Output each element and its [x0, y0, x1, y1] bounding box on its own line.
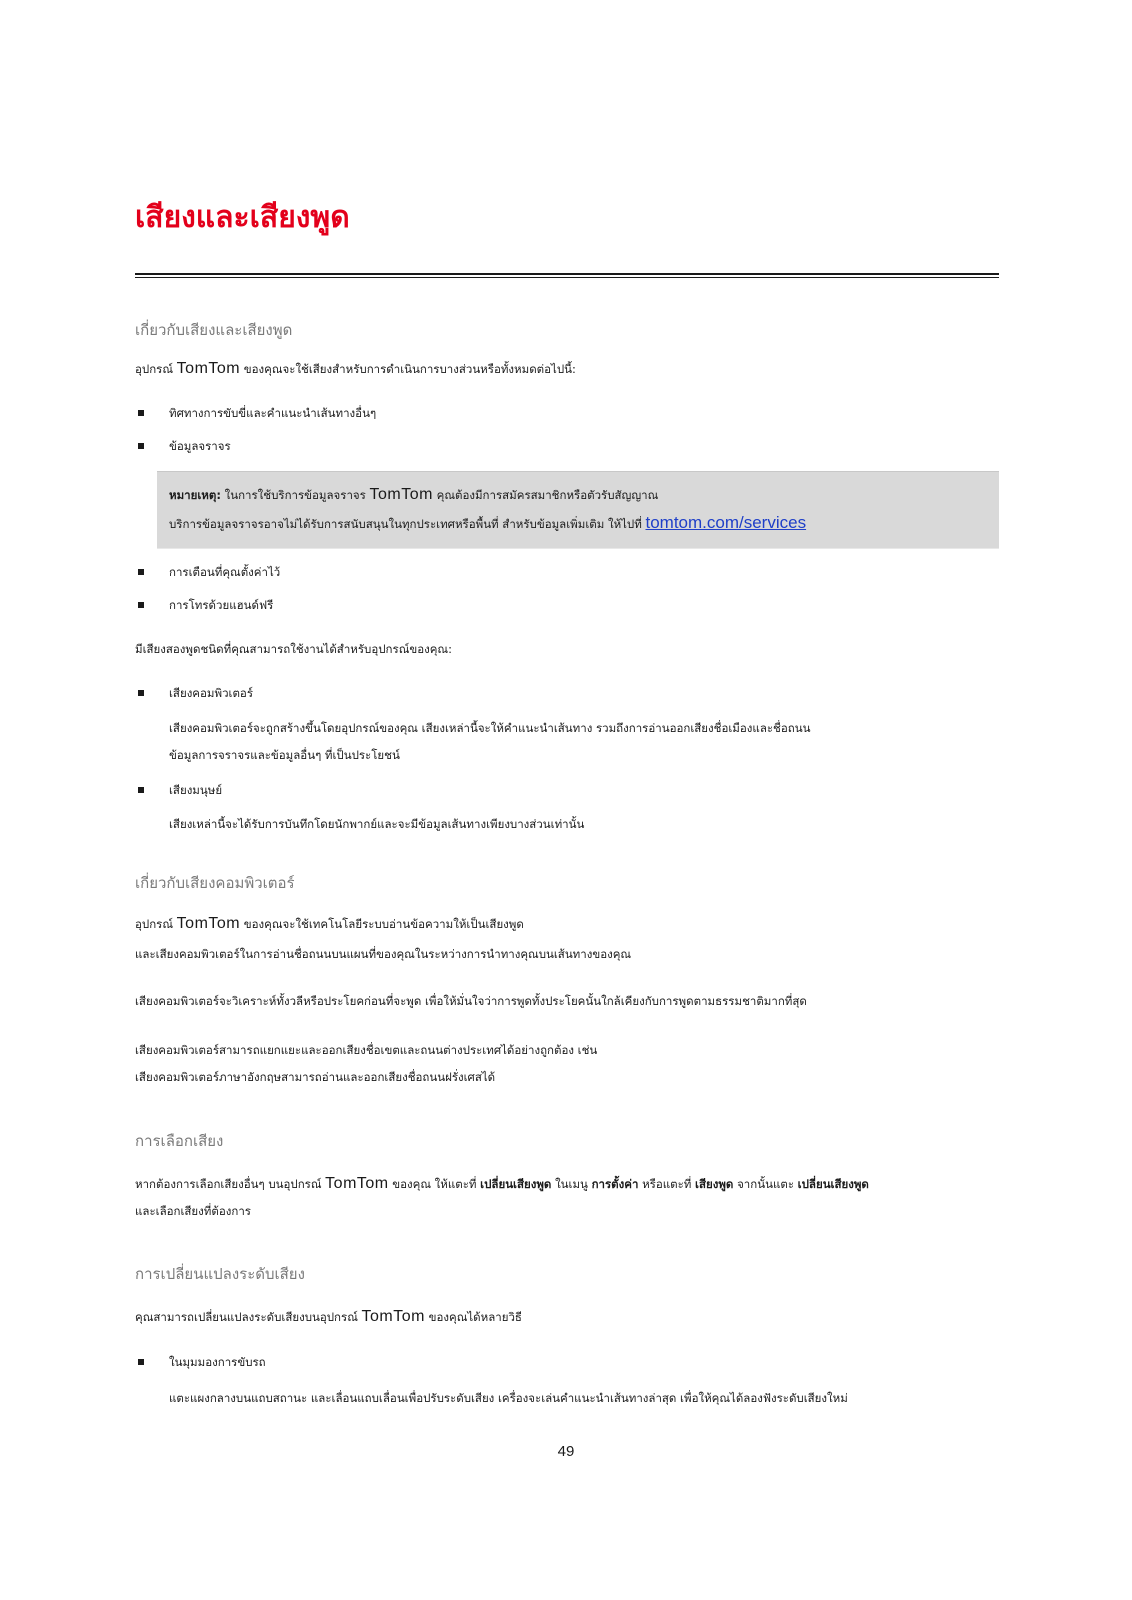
list-item-text: เสียงมนุษย์	[169, 783, 223, 797]
brand-name: TomTom	[176, 360, 241, 377]
section-heading-volume: การเปลี่ยนแปลงระดับเสียง	[135, 1265, 305, 1283]
bullet-icon	[138, 602, 144, 608]
computer-p1-line2: และเสียงคอมพิวเตอร์ในการอ่านชื่อถนนบนแผนที่ของคุณในระหว่างการนำทางคุณบนเส้นทางของคุณ	[135, 947, 632, 961]
computer-p3-line1: เสียงคอมพิวเตอร์สามารถแยกแยะและออกเสียงชื่อเขตและถนนต่างประเทศได้อย่างถูกต้อง เช่น	[135, 1043, 598, 1057]
computer-p3-line2: เสียงคอมพิวเตอร์ภาษาอังกฤษสามารถอ่านและออกเสียงชื่อถนนฝรั่งเศสได้	[135, 1070, 496, 1084]
bullet-icon	[138, 443, 144, 449]
brand-name: TomTom	[325, 1175, 389, 1192]
computer-voice-desc-1: เสียงคอมพิวเตอร์จะถูกสร้างขึ้นโดยอุปกรณ์ของคุณ เสียงเหล่านี้จะให้คำแนะนำเส้นทาง รวมถึงการอ่านออกเสียงชื่อเมืองและชื่อถนน	[169, 721, 811, 735]
text: บริการข้อมูลจราจรอาจไม่ได้รับการสนับสนุนในทุกประเทศหรือพื้นที่ สำหรับข้อมูลเพิ่มเติม ให้ไปที่	[169, 517, 642, 531]
note-line-2	[169, 514, 806, 533]
bullet-icon	[138, 690, 144, 696]
title-rule-top	[135, 273, 999, 275]
choose-voice-line1	[135, 1175, 869, 1193]
title-rule-bottom	[135, 277, 999, 278]
text: ของคุณได้หลายวิธี	[428, 1310, 522, 1324]
menu-term: เปลี่ยนเสียงพูด	[797, 1177, 869, 1191]
services-link[interactable]: tomtom.com/services	[645, 513, 807, 532]
text: ของคุณจะใช้เทคโนโลยีระบบอ่านข้อความให้เป็นเสียงพูด	[243, 917, 524, 931]
page-title: เสียงและเสียงพูด	[135, 200, 350, 235]
volume-intro	[135, 1308, 522, 1326]
volume-desc: แตะแผงกลางบนแถบสถานะ และเลื่อนแถบเลื่อนเพื่อปรับระดับเสียง เครื่องจะเล่นคำแนะนำเส้นทางล่าสุด เพื่อให้คุณได้ลองฟังระดับเสียงใหม่	[169, 1391, 848, 1405]
text: จากนั้นแตะ	[737, 1177, 795, 1191]
brand-name: TomTom	[361, 1308, 425, 1325]
brand-name: TomTom	[176, 915, 241, 932]
about-intro	[135, 360, 576, 378]
list-item-text: ในมุมมองการขับรถ	[169, 1355, 266, 1369]
list-item-text: เสียงคอมพิวเตอร์	[169, 686, 254, 700]
text: ของคุณจะใช้เสียงสำหรับการดำเนินการบางส่วนหรือทั้งหมดต่อไปนี้:	[243, 362, 576, 376]
text: คุณต้องมีการสมัครสมาชิกหรือตัวรับสัญญาณ	[436, 488, 659, 502]
human-voice-desc: เสียงเหล่านี้จะได้รับการบันทึกโดยนักพากย์และจะมีข้อมูลเส้นทางเพียงบางส่วนเท่านั้น	[169, 817, 585, 831]
bullet-icon	[138, 787, 144, 793]
list-item-text: ทิศทางการขับขี่และคำแนะนำเส้นทางอื่นๆ	[169, 406, 377, 420]
note-box	[157, 471, 999, 549]
bullet-icon	[138, 410, 144, 416]
section-heading-choose-voice: การเลือกเสียง	[135, 1132, 224, 1150]
brand-name: TomTom	[369, 486, 433, 503]
text: หรือแตะที่	[642, 1177, 692, 1191]
bullet-icon	[138, 569, 144, 575]
section-heading-computer-voices: เกี่ยวกับเสียงคอมพิวเตอร์	[135, 874, 295, 892]
text: คุณสามารถเปลี่ยนแปลงระดับเสียงบนอุปกรณ์	[135, 1310, 358, 1324]
note-label: หมายเหตุ:	[169, 488, 221, 502]
bullet-icon	[138, 1359, 144, 1365]
list-item-text: การโทรด้วยแฮนด์ฟรี	[169, 598, 274, 612]
text: หากต้องการเลือกเสียงอื่นๆ บนอุปกรณ์	[135, 1177, 322, 1191]
computer-p1-line1	[135, 915, 524, 933]
menu-term: การตั้งค่า	[591, 1177, 639, 1191]
choose-voice-line2: และเลือกเสียงที่ต้องการ	[135, 1204, 251, 1218]
list-item-text: การเตือนที่คุณตั้งค่าไว้	[169, 565, 281, 579]
list-item-text: ข้อมูลจราจร	[169, 439, 231, 453]
computer-p2: เสียงคอมพิวเตอร์จะวิเคราะห์ทั้งวลีหรือประโยคก่อนที่จะพูด เพื่อให้มั่นใจว่าการพูดทั้งประโยคนั้นใกล้เคียงกับการพูดตามธรรมชาติมากที่สุด	[135, 994, 807, 1008]
text: ของคุณ ให้แตะที่	[392, 1177, 477, 1191]
text: ในเมนู	[555, 1177, 588, 1191]
note-line-1	[169, 486, 658, 504]
voice-types-intro: มีเสียงสองพูดชนิดที่คุณสามารถใช้งานได้สำหรับอุปกรณ์ของคุณ:	[135, 642, 452, 656]
page-number: 49	[557, 1443, 575, 1460]
menu-term: เปลี่ยนเสียงพูด	[480, 1177, 552, 1191]
text: อุปกรณ์	[135, 362, 174, 376]
computer-voice-desc-2: ข้อมูลการจราจรและข้อมูลอื่นๆ ที่เป็นประโยชน์	[169, 748, 400, 762]
text: อุปกรณ์	[135, 917, 174, 931]
text: ในการใช้บริการข้อมูลจราจร	[224, 488, 366, 502]
menu-term: เสียงพูด	[695, 1177, 734, 1191]
section-heading-about-voices: เกี่ยวกับเสียงและเสียงพูด	[135, 321, 293, 339]
